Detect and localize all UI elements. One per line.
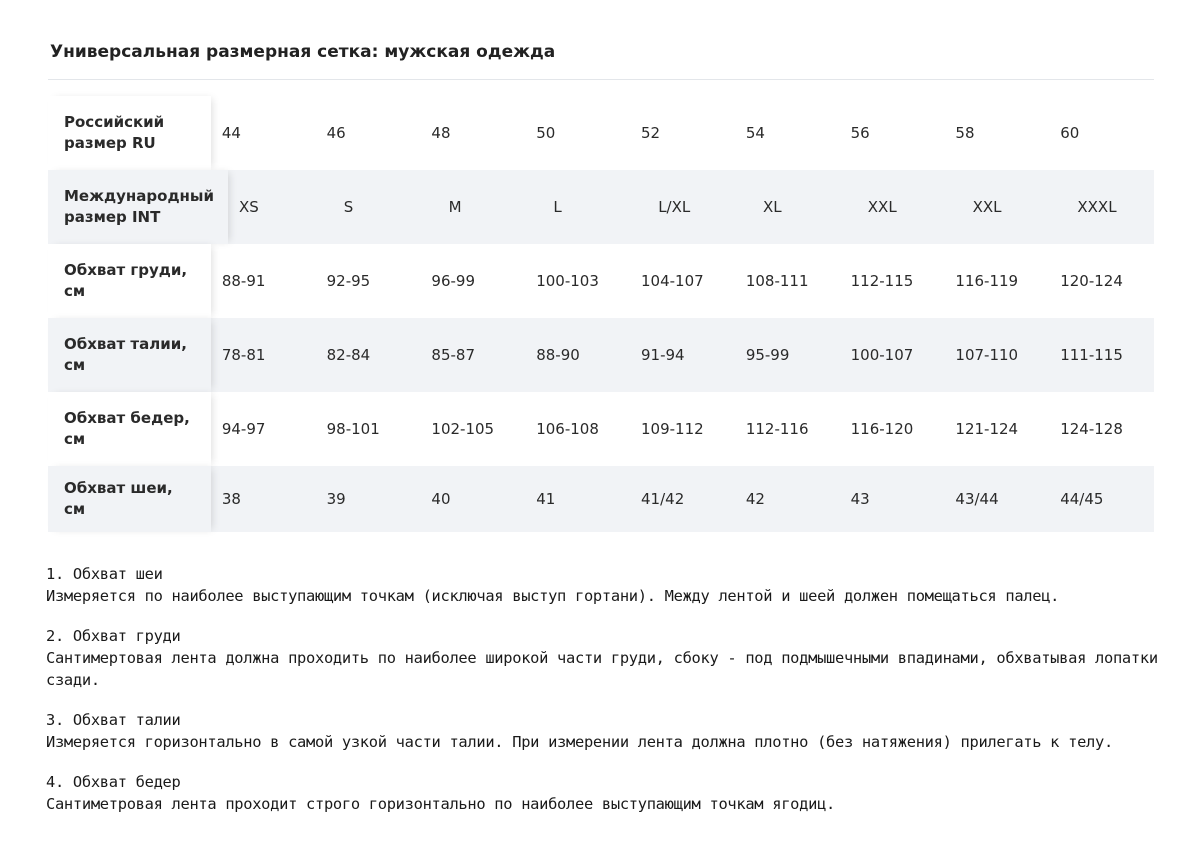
row-cells [228, 170, 1171, 244]
row-label-int: Международный размер INT [48, 170, 228, 244]
measurement-notes [46, 563, 1176, 833]
table-row-ru [48, 96, 1154, 170]
table-cell: 109-112 [641, 420, 704, 438]
table-row-int [48, 170, 1154, 244]
row-cells [211, 466, 1154, 532]
table-cell: M [448, 198, 462, 216]
table-cell: 112-115 [850, 272, 914, 290]
table-cell: 42 [745, 490, 765, 508]
table-cell: 60 [1060, 124, 1080, 142]
table-cell: 107-110 [955, 346, 1019, 364]
note-title: 3. Обхват талии [46, 711, 181, 729]
title-divider [48, 79, 1154, 80]
note-waist [46, 709, 1176, 753]
table-cell: 92-95 [326, 272, 371, 290]
table-cell: 100-103 [536, 272, 599, 290]
table-cell: 116-119 [955, 272, 1019, 290]
table-cell: 106-108 [536, 420, 599, 438]
row-cells [211, 244, 1154, 318]
table-row-chest [48, 244, 1154, 318]
table-cell: 98-101 [326, 420, 380, 438]
note-title: 4. Обхват бедер [46, 773, 181, 791]
table-cell: XXXL [1077, 198, 1117, 216]
table-cell: 43 [850, 490, 870, 508]
table-cell: 88-90 [536, 346, 580, 364]
table-cell: 96-99 [431, 272, 476, 290]
table-cell: 48 [431, 124, 451, 142]
note-hips [46, 771, 1176, 815]
table-cell: XXL [972, 198, 1002, 216]
table-cell: 120-124 [1060, 272, 1123, 290]
table-cell: XL [762, 198, 782, 216]
table-cell: 40 [431, 490, 451, 508]
table-cell: 100-107 [850, 346, 914, 364]
table-row-hips [48, 392, 1154, 466]
table-cell: 124-128 [1060, 420, 1123, 438]
table-cell: 102-105 [431, 420, 495, 438]
table-cell: 38 [221, 490, 241, 508]
note-chest [46, 625, 1176, 691]
row-label-chest: Обхват груди, см [48, 244, 211, 318]
table-cell: 95-99 [745, 346, 790, 364]
table-cell: 111-115 [1060, 346, 1123, 364]
table-cell: 54 [745, 124, 765, 142]
table-cell: 58 [955, 124, 975, 142]
table-cell: 41 [536, 490, 556, 508]
table-cell: 94-97 [221, 420, 266, 438]
table-cell: 44 [221, 124, 241, 142]
table-cell: 85-87 [431, 346, 476, 364]
table-cell: XXL [867, 198, 897, 216]
table-cell: 52 [641, 124, 661, 142]
table-cell: 46 [326, 124, 346, 142]
table-cell: 121-124 [955, 420, 1019, 438]
table-cell: 104-107 [641, 272, 704, 290]
row-label-ru: Российский размер RU [48, 96, 211, 170]
table-cell: L [553, 198, 562, 216]
note-title: 2. Обхват груди [46, 627, 181, 645]
row-cells [211, 96, 1154, 170]
table-cell: 108-111 [745, 272, 809, 290]
note-text: Измеряется по наиболее выступающим точкам (исключая выступ гортани). Между лентой и шеей должен помещаться палец. [46, 587, 1060, 605]
page-title: Универсальная размерная сетка: мужская одежда [50, 42, 556, 62]
table-cell: 78-81 [221, 346, 266, 364]
note-text: Измеряется горизонтально в самой узкой части талии. При измерении лента должна плотно (без натяжения) прилегать к телу. [46, 733, 1113, 751]
table-cell: 41/42 [641, 490, 685, 508]
row-label-neck: Обхват шеи, см [48, 466, 211, 532]
note-text: Сантимертовая лента должна проходить по наиболее широкой части груди, сбоку - под подмышечными впадинами, обхватывая лопатки сзади. [46, 649, 1167, 689]
table-cell: 50 [536, 124, 556, 142]
note-text: Сантиметровая лента проходит строго горизонтально по наиболее выступающим точкам ягодиц. [46, 795, 836, 813]
note-neck [46, 563, 1176, 607]
table-cell: 116-120 [850, 420, 914, 438]
row-label-waist: Обхват талии, см [48, 318, 211, 392]
table-row-waist [48, 318, 1154, 392]
table-cell: 39 [326, 490, 346, 508]
table-cell: 43/44 [955, 490, 999, 508]
table-cell: 44/45 [1060, 490, 1104, 508]
size-table [48, 96, 1154, 532]
row-label-hips: Обхват бедер, см [48, 392, 211, 466]
table-cell: S [343, 198, 354, 216]
note-title: 1. Обхват шеи [46, 565, 163, 583]
table-cell: 56 [850, 124, 870, 142]
row-cells [211, 392, 1154, 466]
table-cell: 82-84 [326, 346, 371, 364]
row-cells [211, 318, 1154, 392]
table-row-neck [48, 466, 1154, 532]
table-cell: L/XL [658, 198, 691, 216]
table-cell: 91-94 [641, 346, 685, 364]
table-cell: 112-116 [745, 420, 809, 438]
table-cell: XS [239, 198, 259, 216]
table-cell: 88-91 [221, 272, 266, 290]
